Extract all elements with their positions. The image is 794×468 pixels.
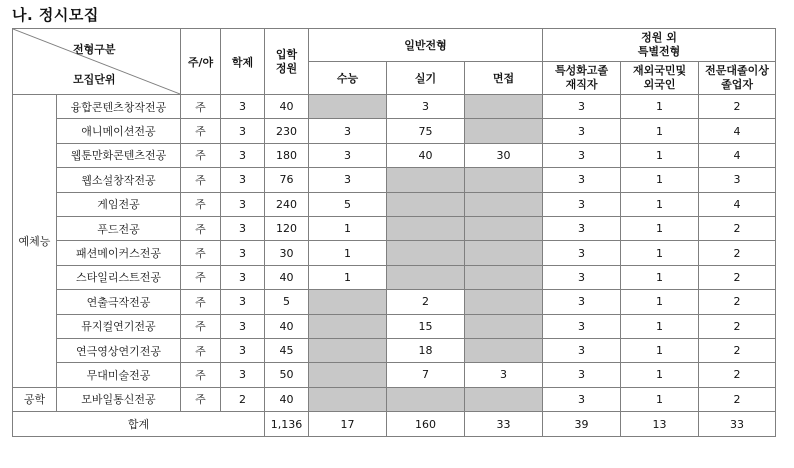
day-night-header: 주/야 <box>181 29 221 95</box>
years-cell: 3 <box>221 192 265 216</box>
special-2-cell: 1 <box>621 95 699 119</box>
interview-cell <box>465 387 543 411</box>
table-row <box>13 387 776 411</box>
special-2-cell: 1 <box>621 241 699 265</box>
suneung-cell: 5 <box>309 192 387 216</box>
group-cell: 공학 <box>13 387 57 411</box>
special-3-cell: 2 <box>699 387 776 411</box>
total-suneung: 17 <box>309 412 387 437</box>
total-special-2: 13 <box>621 412 699 437</box>
special-2-cell: 1 <box>621 265 699 289</box>
silgi-cell <box>387 192 465 216</box>
interview-cell: 30 <box>465 143 543 167</box>
interview-cell <box>465 119 543 143</box>
unit-label: 모집단위 <box>73 73 116 86</box>
special-3-cell: 3 <box>699 168 776 192</box>
major-cell: 뮤지컬연기전공 <box>57 314 181 338</box>
major-cell: 웹소설창작전공 <box>57 168 181 192</box>
suneung-cell <box>309 290 387 314</box>
major-cell: 모바일통신전공 <box>57 387 181 411</box>
special-2-cell: 1 <box>621 314 699 338</box>
special-3-cell: 2 <box>699 338 776 362</box>
table-row <box>13 95 776 119</box>
major-cell: 패션메이커스전공 <box>57 241 181 265</box>
suneung-header: 수능 <box>309 62 387 95</box>
interview-cell <box>465 168 543 192</box>
special-2-cell: 1 <box>621 119 699 143</box>
special-1-header: 특성화고졸 재직자 <box>543 62 621 95</box>
special-2-header: 재외국민및 외국인 <box>621 62 699 95</box>
special-3-cell: 2 <box>699 216 776 240</box>
total-special-3: 33 <box>699 412 776 437</box>
suneung-cell: 1 <box>309 216 387 240</box>
special-2-cell: 1 <box>621 143 699 167</box>
major-cell: 스타일리스트전공 <box>57 265 181 289</box>
interview-cell <box>465 192 543 216</box>
day-night-cell: 주 <box>181 143 221 167</box>
years-cell: 3 <box>221 216 265 240</box>
special-3-cell: 4 <box>699 119 776 143</box>
special-2-cell: 1 <box>621 338 699 362</box>
years-cell: 3 <box>221 241 265 265</box>
day-night-cell: 주 <box>181 387 221 411</box>
major-cell: 푸드전공 <box>57 216 181 240</box>
day-night-cell: 주 <box>181 314 221 338</box>
special-1-cell: 3 <box>543 387 621 411</box>
special-1-cell: 3 <box>543 314 621 338</box>
quota-cell: 240 <box>265 192 309 216</box>
total-label: 합계 <box>13 412 265 437</box>
day-night-cell: 주 <box>181 168 221 192</box>
suneung-cell: 3 <box>309 143 387 167</box>
type-label: 전형구분 <box>73 43 116 56</box>
suneung-cell <box>309 314 387 338</box>
major-cell: 웹툰만화콘텐츠전공 <box>57 143 181 167</box>
interview-cell: 3 <box>465 363 543 387</box>
quota-cell: 5 <box>265 290 309 314</box>
suneung-cell <box>309 95 387 119</box>
special-3-cell: 4 <box>699 192 776 216</box>
table-row <box>13 216 776 240</box>
silgi-cell <box>387 241 465 265</box>
silgi-cell: 3 <box>387 95 465 119</box>
silgi-cell <box>387 265 465 289</box>
day-night-cell: 주 <box>181 338 221 362</box>
years-cell: 3 <box>221 338 265 362</box>
special-1-cell: 3 <box>543 192 621 216</box>
table-row <box>13 265 776 289</box>
quota-cell: 40 <box>265 314 309 338</box>
silgi-cell: 2 <box>387 290 465 314</box>
day-night-cell: 주 <box>181 265 221 289</box>
header-diagonal-cell <box>13 29 181 95</box>
table-row <box>13 143 776 167</box>
special-1-cell: 3 <box>543 119 621 143</box>
table-row <box>13 241 776 265</box>
special-3-cell: 2 <box>699 363 776 387</box>
interview-cell <box>465 95 543 119</box>
table-row <box>13 290 776 314</box>
major-cell: 무대미술전공 <box>57 363 181 387</box>
total-silgi: 160 <box>387 412 465 437</box>
suneung-cell: 3 <box>309 119 387 143</box>
years-cell: 2 <box>221 387 265 411</box>
quota-cell: 120 <box>265 216 309 240</box>
interview-header: 면접 <box>465 62 543 95</box>
silgi-cell: 7 <box>387 363 465 387</box>
special-3-cell: 2 <box>699 95 776 119</box>
interview-cell <box>465 290 543 314</box>
special-2-cell: 1 <box>621 168 699 192</box>
table-row <box>13 338 776 362</box>
total-row <box>13 412 776 437</box>
table-row <box>13 314 776 338</box>
quota-cell: 230 <box>265 119 309 143</box>
suneung-cell <box>309 387 387 411</box>
years-cell: 3 <box>221 95 265 119</box>
special-2-cell: 1 <box>621 387 699 411</box>
major-cell: 연극영상연기전공 <box>57 338 181 362</box>
table-row <box>13 119 776 143</box>
interview-cell <box>465 338 543 362</box>
quota-cell: 30 <box>265 241 309 265</box>
years-cell: 3 <box>221 168 265 192</box>
special-3-cell: 2 <box>699 265 776 289</box>
special-header: 정원 외 특별전형 <box>543 29 776 62</box>
quota-cell: 40 <box>265 387 309 411</box>
silgi-header: 실기 <box>387 62 465 95</box>
major-cell: 애니메이션전공 <box>57 119 181 143</box>
special-1-cell: 3 <box>543 95 621 119</box>
years-cell: 3 <box>221 314 265 338</box>
quota-cell: 40 <box>265 95 309 119</box>
total-special-1: 39 <box>543 412 621 437</box>
quota-cell: 76 <box>265 168 309 192</box>
interview-cell <box>465 265 543 289</box>
special-2-cell: 1 <box>621 192 699 216</box>
special-2-cell: 1 <box>621 290 699 314</box>
day-night-cell: 주 <box>181 95 221 119</box>
general-header: 일반전형 <box>309 29 543 62</box>
special-1-cell: 3 <box>543 241 621 265</box>
years-cell: 3 <box>221 119 265 143</box>
years-cell: 3 <box>221 290 265 314</box>
suneung-cell: 1 <box>309 265 387 289</box>
quota-cell: 50 <box>265 363 309 387</box>
suneung-cell: 1 <box>309 241 387 265</box>
years-cell: 3 <box>221 265 265 289</box>
quota-cell: 45 <box>265 338 309 362</box>
day-night-cell: 주 <box>181 216 221 240</box>
major-cell: 게임전공 <box>57 192 181 216</box>
silgi-cell: 18 <box>387 338 465 362</box>
recruitment-table <box>12 28 776 437</box>
special-1-cell: 3 <box>543 363 621 387</box>
page-title: 나. 정시모집 <box>12 6 99 24</box>
silgi-cell <box>387 387 465 411</box>
special-3-cell: 2 <box>699 241 776 265</box>
quota-cell: 180 <box>265 143 309 167</box>
special-2-cell: 1 <box>621 363 699 387</box>
silgi-cell: 15 <box>387 314 465 338</box>
day-night-cell: 주 <box>181 192 221 216</box>
major-cell: 융합콘텐츠창작전공 <box>57 95 181 119</box>
total-interview: 33 <box>465 412 543 437</box>
day-night-cell: 주 <box>181 119 221 143</box>
group-cell: 예체능 <box>13 95 57 388</box>
years-header: 학제 <box>221 29 265 95</box>
interview-cell <box>465 314 543 338</box>
day-night-cell: 주 <box>181 363 221 387</box>
special-1-cell: 3 <box>543 290 621 314</box>
silgi-cell <box>387 216 465 240</box>
silgi-cell: 40 <box>387 143 465 167</box>
table-row <box>13 168 776 192</box>
years-cell: 3 <box>221 363 265 387</box>
special-3-cell: 2 <box>699 314 776 338</box>
silgi-cell <box>387 168 465 192</box>
day-night-cell: 주 <box>181 241 221 265</box>
special-3-cell: 2 <box>699 290 776 314</box>
quota-header: 입학 정원 <box>265 29 309 95</box>
suneung-cell <box>309 363 387 387</box>
years-cell: 3 <box>221 143 265 167</box>
quota-cell: 40 <box>265 265 309 289</box>
special-1-cell: 3 <box>543 338 621 362</box>
silgi-cell: 75 <box>387 119 465 143</box>
interview-cell <box>465 241 543 265</box>
table-row <box>13 192 776 216</box>
day-night-cell: 주 <box>181 290 221 314</box>
interview-cell <box>465 216 543 240</box>
total-quota: 1,136 <box>265 412 309 437</box>
special-1-cell: 3 <box>543 168 621 192</box>
special-3-cell: 4 <box>699 143 776 167</box>
special-1-cell: 3 <box>543 265 621 289</box>
special-1-cell: 3 <box>543 216 621 240</box>
special-1-cell: 3 <box>543 143 621 167</box>
major-cell: 연출극작전공 <box>57 290 181 314</box>
special-2-cell: 1 <box>621 216 699 240</box>
suneung-cell <box>309 338 387 362</box>
suneung-cell: 3 <box>309 168 387 192</box>
special-3-header: 전문대졸이상 졸업자 <box>699 62 776 95</box>
table-row <box>13 363 776 387</box>
